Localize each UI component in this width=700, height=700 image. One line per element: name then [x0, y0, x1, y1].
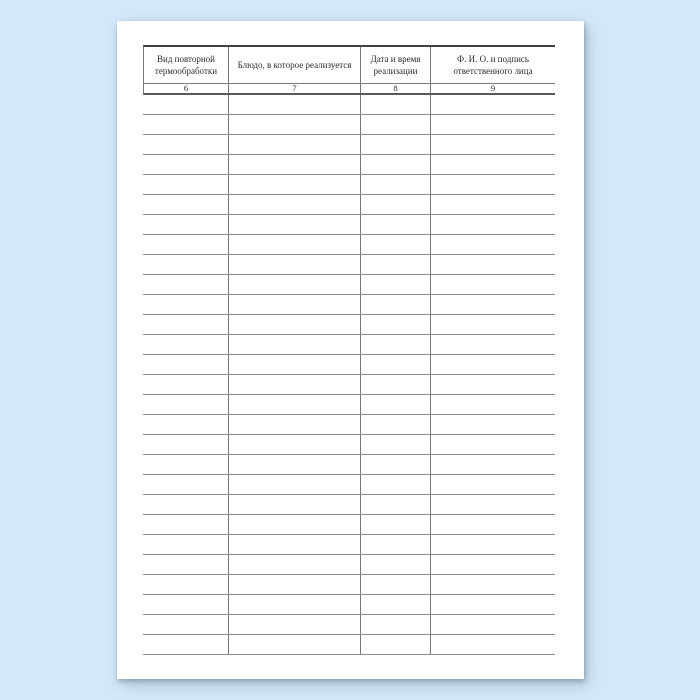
- table-cell: [229, 455, 361, 474]
- header-label-row: [144, 47, 555, 84]
- table-cell: [431, 215, 555, 234]
- table-cell: [143, 255, 229, 274]
- table-cell: [431, 415, 555, 434]
- table-cell: [431, 195, 555, 214]
- table-cell: [143, 95, 229, 114]
- table-row: [143, 395, 555, 415]
- table-cell: [361, 555, 431, 574]
- table-cell: [361, 595, 431, 614]
- table-cell: [229, 195, 361, 214]
- table-cell: [229, 235, 361, 254]
- table-cell: [143, 315, 229, 334]
- table-cell: [431, 495, 555, 514]
- table-row: [143, 415, 555, 435]
- table-cell: [143, 455, 229, 474]
- table-row: [143, 175, 555, 195]
- table-cell: [361, 515, 431, 534]
- table-cell: [361, 335, 431, 354]
- table-cell: [431, 115, 555, 134]
- table-cell: [431, 535, 555, 554]
- table-row: [143, 575, 555, 595]
- header-cell-responsible-person: [431, 47, 555, 83]
- table-cell: [143, 575, 229, 594]
- table-cell: [361, 175, 431, 194]
- table-cell: [143, 135, 229, 154]
- table-cell: [229, 395, 361, 414]
- table-row: [143, 355, 555, 375]
- table-cell: [361, 315, 431, 334]
- table-cell: [229, 95, 361, 114]
- table-row: [143, 255, 555, 275]
- table-row: [143, 455, 555, 475]
- table-row: [143, 135, 555, 155]
- table-cell: [143, 235, 229, 254]
- table-cell: [143, 635, 229, 654]
- table-cell: [143, 495, 229, 514]
- table-cell: [361, 375, 431, 394]
- table-cell: [431, 155, 555, 174]
- table-cell: [431, 375, 555, 394]
- table-cell: [361, 135, 431, 154]
- table-cell: [361, 155, 431, 174]
- table-cell: [361, 295, 431, 314]
- table-cell: [143, 415, 229, 434]
- table-row: [143, 275, 555, 295]
- header-number-row: [144, 84, 555, 95]
- table-cell: [229, 295, 361, 314]
- table-cell: [431, 295, 555, 314]
- table-cell: [361, 195, 431, 214]
- table-cell: [143, 595, 229, 614]
- table-cell: [431, 235, 555, 254]
- table-cell: [229, 595, 361, 614]
- table-row: [143, 295, 555, 315]
- table-cell: [143, 155, 229, 174]
- table-cell: [143, 375, 229, 394]
- table-cell: [431, 435, 555, 454]
- table-cell: [229, 575, 361, 594]
- table-cell: [143, 275, 229, 294]
- table-cell: [361, 635, 431, 654]
- table-row: [143, 635, 555, 655]
- table-cell: [431, 455, 555, 474]
- header-cell-date-time: [361, 47, 431, 83]
- table-row: [143, 615, 555, 635]
- table-cell: [431, 595, 555, 614]
- table-cell: [229, 215, 361, 234]
- table-row: [143, 555, 555, 575]
- table-cell: [143, 435, 229, 454]
- table-cell: [361, 495, 431, 514]
- table-cell: [361, 275, 431, 294]
- column-number: 7: [229, 84, 361, 93]
- table-cell: [431, 355, 555, 374]
- table-cell: [361, 235, 431, 254]
- table-cell: [361, 615, 431, 634]
- table-row: [143, 95, 555, 115]
- table-row: [143, 315, 555, 335]
- table-header: [143, 45, 555, 95]
- table-cell: [229, 355, 361, 374]
- header-label: Блюдо, в которое реализуется: [237, 59, 352, 70]
- table-cell: [229, 315, 361, 334]
- document-page: [117, 21, 584, 679]
- table-cell: [431, 615, 555, 634]
- table-cell: [431, 275, 555, 294]
- table-cell: [361, 215, 431, 234]
- header-cell-reprocessing-type: [144, 47, 229, 83]
- table-cell: [143, 355, 229, 374]
- table-row: [143, 495, 555, 515]
- table-cell: [431, 95, 555, 114]
- header-label: Дата и время реализации: [370, 53, 421, 76]
- journal-table: [143, 45, 555, 655]
- table-cell: [229, 255, 361, 274]
- table-cell: [143, 115, 229, 134]
- table-row: [143, 535, 555, 555]
- table-cell: [431, 575, 555, 594]
- column-number: 9: [490, 83, 496, 93]
- table-cell: [361, 535, 431, 554]
- table-cell: [229, 555, 361, 574]
- table-cell: [431, 475, 555, 494]
- table-row: [143, 515, 555, 535]
- table-cell: [431, 315, 555, 334]
- table-row: [143, 115, 555, 135]
- table-cell: [361, 435, 431, 454]
- table-cell: [431, 135, 555, 154]
- table-cell: [229, 615, 361, 634]
- table-cell: [361, 115, 431, 134]
- table-cell: [229, 415, 361, 434]
- table-cell: [431, 395, 555, 414]
- table-cell: [143, 515, 229, 534]
- table-cell: [361, 415, 431, 434]
- table-cell: [361, 395, 431, 414]
- table-cell: [143, 535, 229, 554]
- table-cell: [229, 475, 361, 494]
- table-row: [143, 375, 555, 395]
- table-cell: [229, 635, 361, 654]
- table-cell: [229, 115, 361, 134]
- table-row: [143, 195, 555, 215]
- table-cell: [361, 355, 431, 374]
- table-cell: [143, 195, 229, 214]
- table-cell: [143, 615, 229, 634]
- table-cell: [431, 555, 555, 574]
- table-cell: [361, 95, 431, 114]
- header-label: Вид повторной термообработки: [154, 53, 218, 76]
- table-cell: [143, 175, 229, 194]
- header-label: Ф. И. О. и подпись ответственного лица: [453, 53, 533, 76]
- table-cell: [229, 135, 361, 154]
- table-cell: [431, 175, 555, 194]
- table-row: [143, 215, 555, 235]
- table-cell: [431, 335, 555, 354]
- table-body: [143, 95, 555, 655]
- table-cell: [229, 375, 361, 394]
- table-cell: [431, 515, 555, 534]
- table-row: [143, 155, 555, 175]
- table-cell: [229, 495, 361, 514]
- table-cell: [143, 215, 229, 234]
- table-cell: [229, 515, 361, 534]
- table-cell: [361, 255, 431, 274]
- table-cell: [431, 255, 555, 274]
- table-cell: [229, 335, 361, 354]
- table-cell: [229, 435, 361, 454]
- table-row: [143, 335, 555, 355]
- table-cell: [229, 175, 361, 194]
- table-cell: [431, 635, 555, 654]
- header-cell-dish-realized: [229, 47, 361, 83]
- table-cell: [361, 455, 431, 474]
- table-row: [143, 475, 555, 495]
- table-row: [143, 435, 555, 455]
- table-row: [143, 595, 555, 615]
- column-number: 8: [361, 84, 431, 93]
- table-cell: [143, 295, 229, 314]
- column-number: 6: [144, 84, 229, 93]
- table-cell: [143, 555, 229, 574]
- table-cell: [143, 475, 229, 494]
- table-cell: [361, 475, 431, 494]
- table-row: [143, 235, 555, 255]
- table-cell: [361, 575, 431, 594]
- table-cell: [229, 155, 361, 174]
- table-cell: [143, 395, 229, 414]
- table-cell: [143, 335, 229, 354]
- table-cell: [229, 275, 361, 294]
- table-cell: [229, 535, 361, 554]
